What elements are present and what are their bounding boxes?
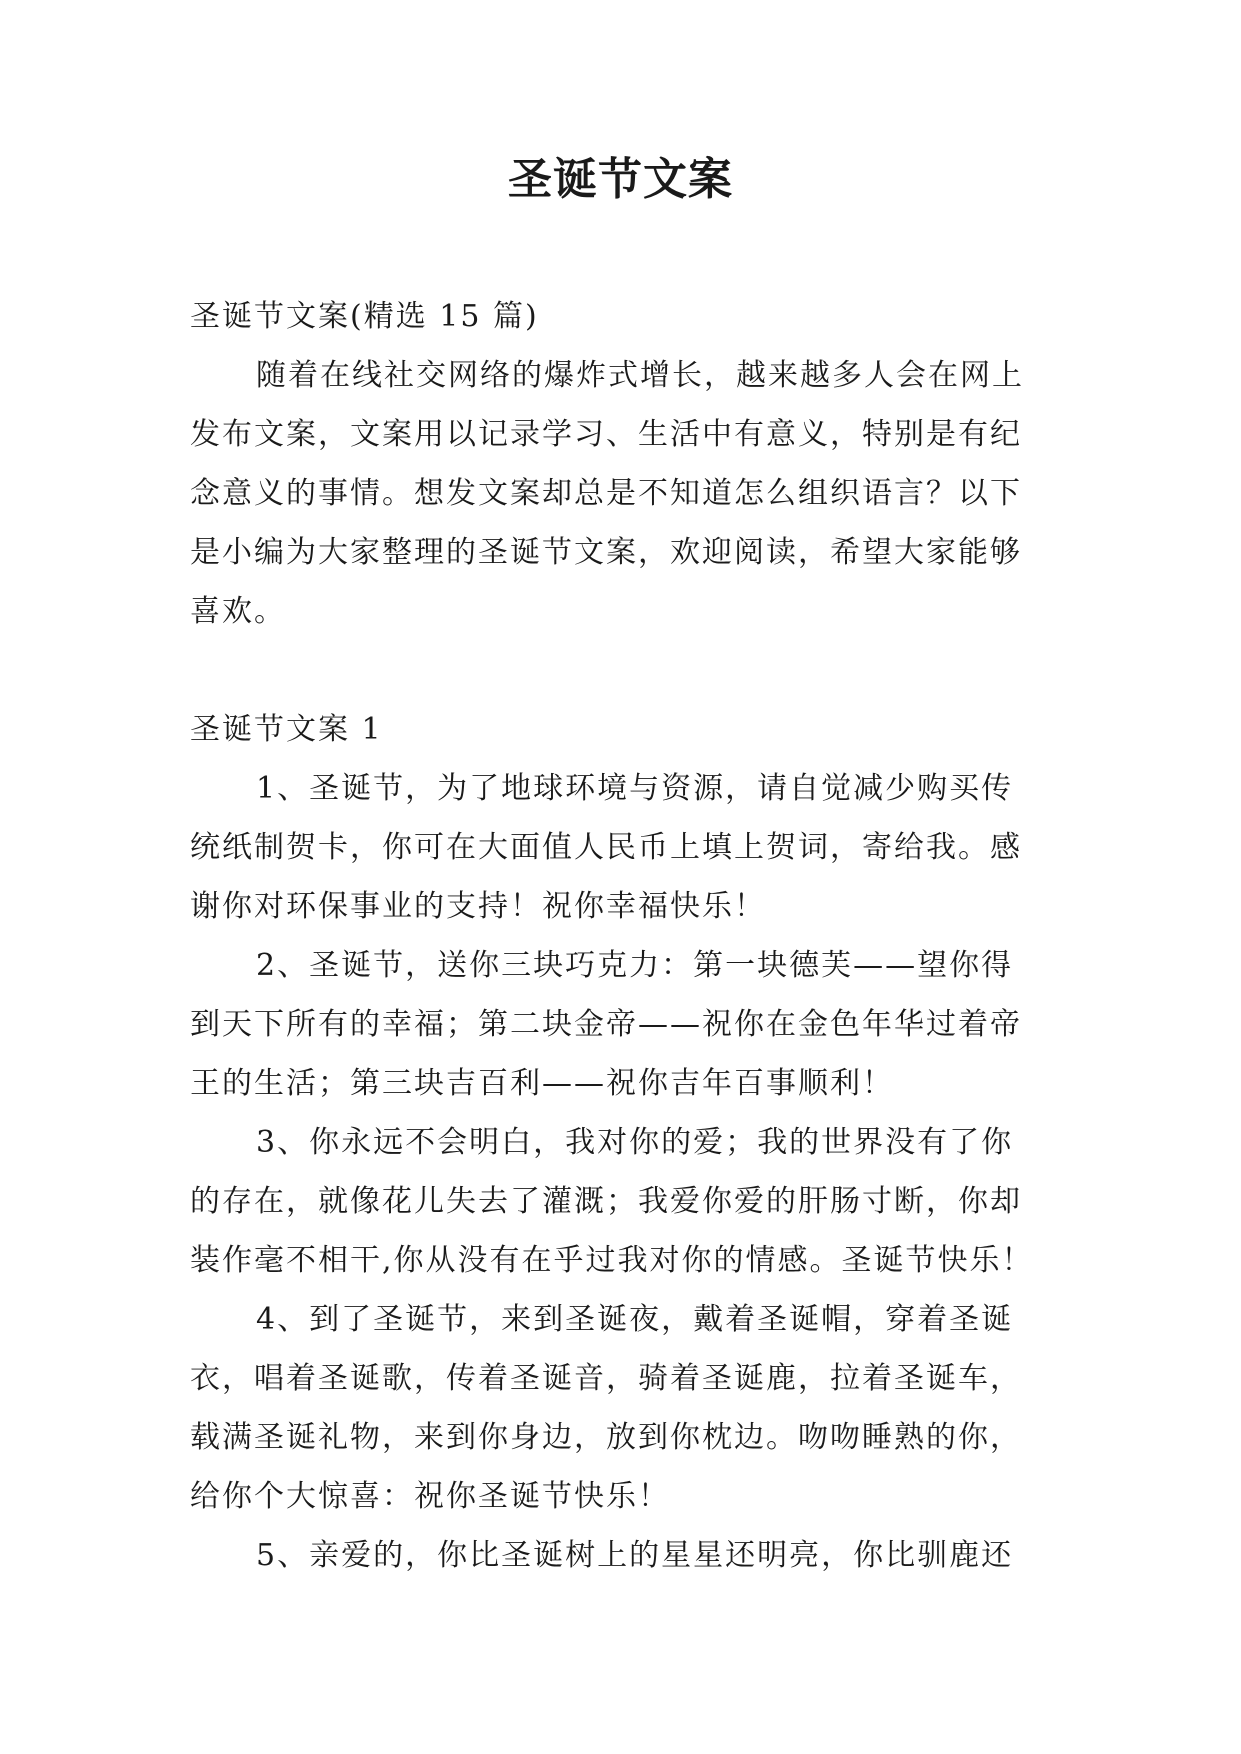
item-line: 衣，唱着圣诞歌，传着圣诞音，骑着圣诞鹿，拉着圣诞车， xyxy=(190,1361,1022,1396)
intro-paragraph-line: 喜欢。 xyxy=(190,594,286,629)
item-line: 到天下所有的幸福；第二块金帝——祝你在金色年华过着帝 xyxy=(190,1007,1022,1042)
intro-paragraph xyxy=(190,346,1056,641)
intro-paragraph-line: 发布文案，文案用以记录学习、生活中有意义，特别是有纪 xyxy=(190,417,1022,452)
list-item xyxy=(190,1113,1056,1290)
intro-subtitle: 圣诞节文案(精选 15 篇) xyxy=(190,299,539,334)
intro-paragraph-line: 随着在线社交网络的爆炸式增长，越来越多人会在网上 xyxy=(256,358,1024,393)
item-line: 5、亲爱的，你比圣诞树上的星星还明亮，你比驯鹿还 xyxy=(256,1538,1014,1573)
item-line: 给你个大惊喜：祝你圣诞节快乐！ xyxy=(190,1479,670,1514)
item-line: 装作毫不相干,你从没有在乎过我对你的情感。圣诞节快乐！ xyxy=(190,1243,1034,1278)
list-item xyxy=(190,936,1056,1113)
item-line: 的存在，就像花儿失去了灌溉；我爱你爱的肝肠寸断，你却 xyxy=(190,1184,1022,1219)
list-item xyxy=(190,759,1056,936)
item-line: 统纸制贺卡，你可在大面值人民币上填上贺词，寄给我。感 xyxy=(190,830,1022,865)
item-line: 谢你对环保事业的支持！祝你幸福快乐！ xyxy=(190,889,766,924)
intro-paragraph-line: 是小编为大家整理的圣诞节文案，欢迎阅读，希望大家能够 xyxy=(190,535,1022,570)
section-spacer xyxy=(190,641,1056,700)
item-line: 载满圣诞礼物，来到你身边，放到你枕边。吻吻睡熟的你， xyxy=(190,1420,1022,1455)
item-line: 1、圣诞节，为了地球环境与资源，请自觉减少购买传 xyxy=(256,771,1014,806)
document-title: 圣诞节文案 xyxy=(508,154,733,205)
item-line: 王的生活；第三块吉百利——祝你吉年百事顺利！ xyxy=(190,1066,894,1101)
list-item xyxy=(190,1290,1056,1526)
item-line: 4、到了圣诞节，来到圣诞夜，戴着圣诞帽，穿着圣诞 xyxy=(256,1302,1014,1337)
list-item xyxy=(190,1526,1056,1585)
document-body xyxy=(190,287,1056,1585)
section-heading: 圣诞节文案 1 xyxy=(190,712,383,747)
item-line: 3、你永远不会明白，我对你的爱；我的世界没有了你 xyxy=(256,1125,1014,1160)
item-line: 2、圣诞节，送你三块巧克力：第一块德芙——望你得 xyxy=(256,948,1014,983)
intro-paragraph-line: 念意义的事情。想发文案却总是不知道怎么组织语言？以下 xyxy=(190,476,1022,511)
